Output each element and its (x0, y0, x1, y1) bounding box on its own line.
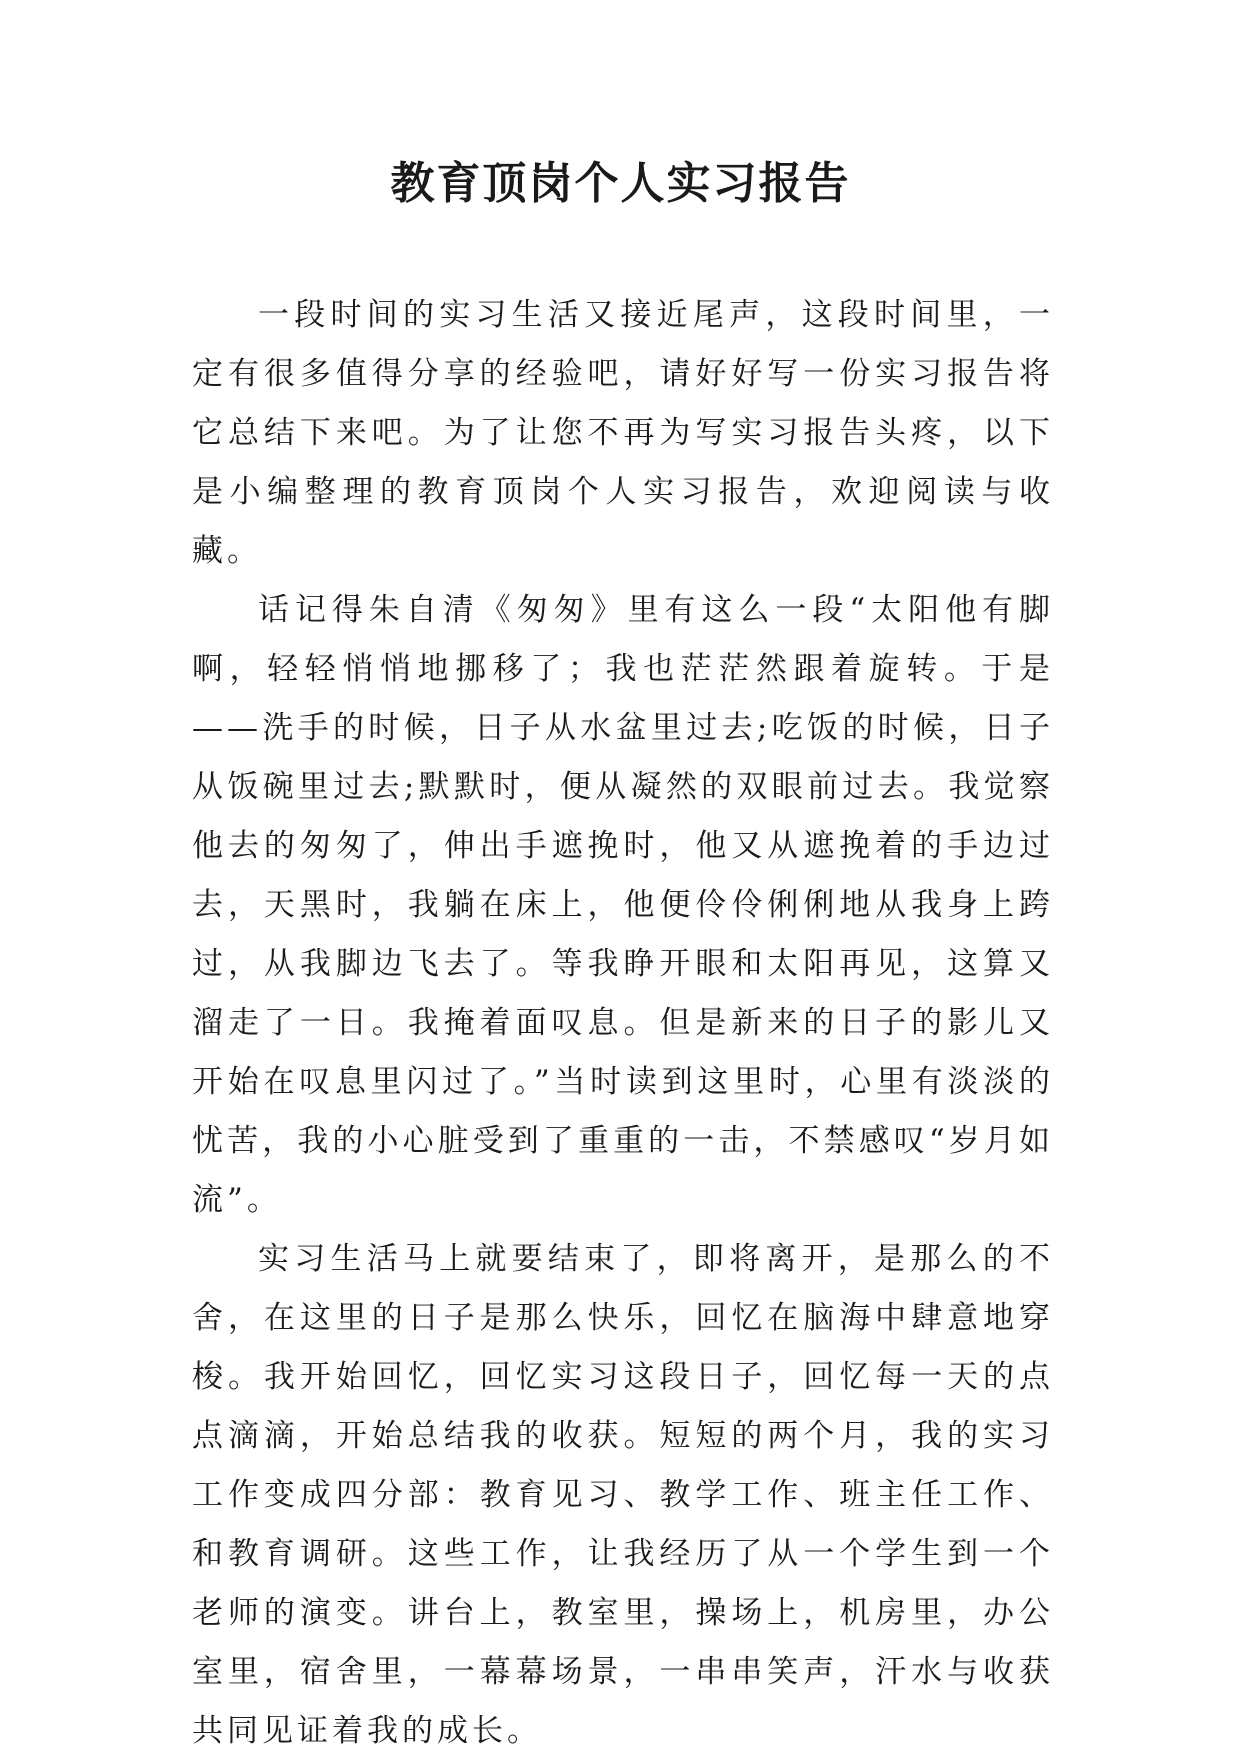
paragraph-quote: 话记得朱自清《匆匆》里有这么一段“太阳他有脚啊，轻轻悄悄地挪移了；我也茫茫然跟着旋转。于是——洗手的时候，日子从水盆里过去;吃饭的时候，日子从饭碗里过去;默默时，便从凝然的双眼前过去。我觉察他去的匆匆了，伸出手遮挽时，他又从遮挽着的手边过去，天黑时，我躺在床上，他便伶伶俐俐地从我身上跨过，从我脚边飞去了。等我睁开眼和太阳再见，这算又溜走了一日。我掩着面叹息。但是新来的日子的影儿又开始在叹息里闪过了。”当时读到这里时，心里有淡淡的忧苦，我的小心脏受到了重重的一击，不禁感叹“岁月如流”。 (192, 592, 1054, 1218)
paragraph-intro: 一段时间的实习生活又接近尾声，这段时间里，一定有很多值得分享的经验吧，请好好写一份实习报告将它总结下来吧。为了让您不再为写实习报告头疼，以下是小编整理的教育顶岗个人实习报告，欢迎阅读与收藏。 (192, 297, 1054, 569)
document-body (192, 286, 1054, 1761)
document-title: 教育顶岗个人实习报告 (390, 158, 851, 209)
paragraph-reflection: 实习生活马上就要结束了，即将离开，是那么的不舍，在这里的日子是那么快乐，回忆在脑海中肆意地穿梭。我开始回忆，回忆实习这段日子，回忆每一天的点点滴滴，开始总结我的收获。短短的两个月，我的实习工作变成四分部：教育见习、教学工作、班主任工作、和教育调研。这些工作，让我经历了从一个学生到一个老师的演变。讲台上，教室里，操场上，机房里，办公室里，宿舍里，一幕幕场景，一串串笑声，汗水与收获共同见证着我的成长。 (192, 1241, 1054, 1749)
